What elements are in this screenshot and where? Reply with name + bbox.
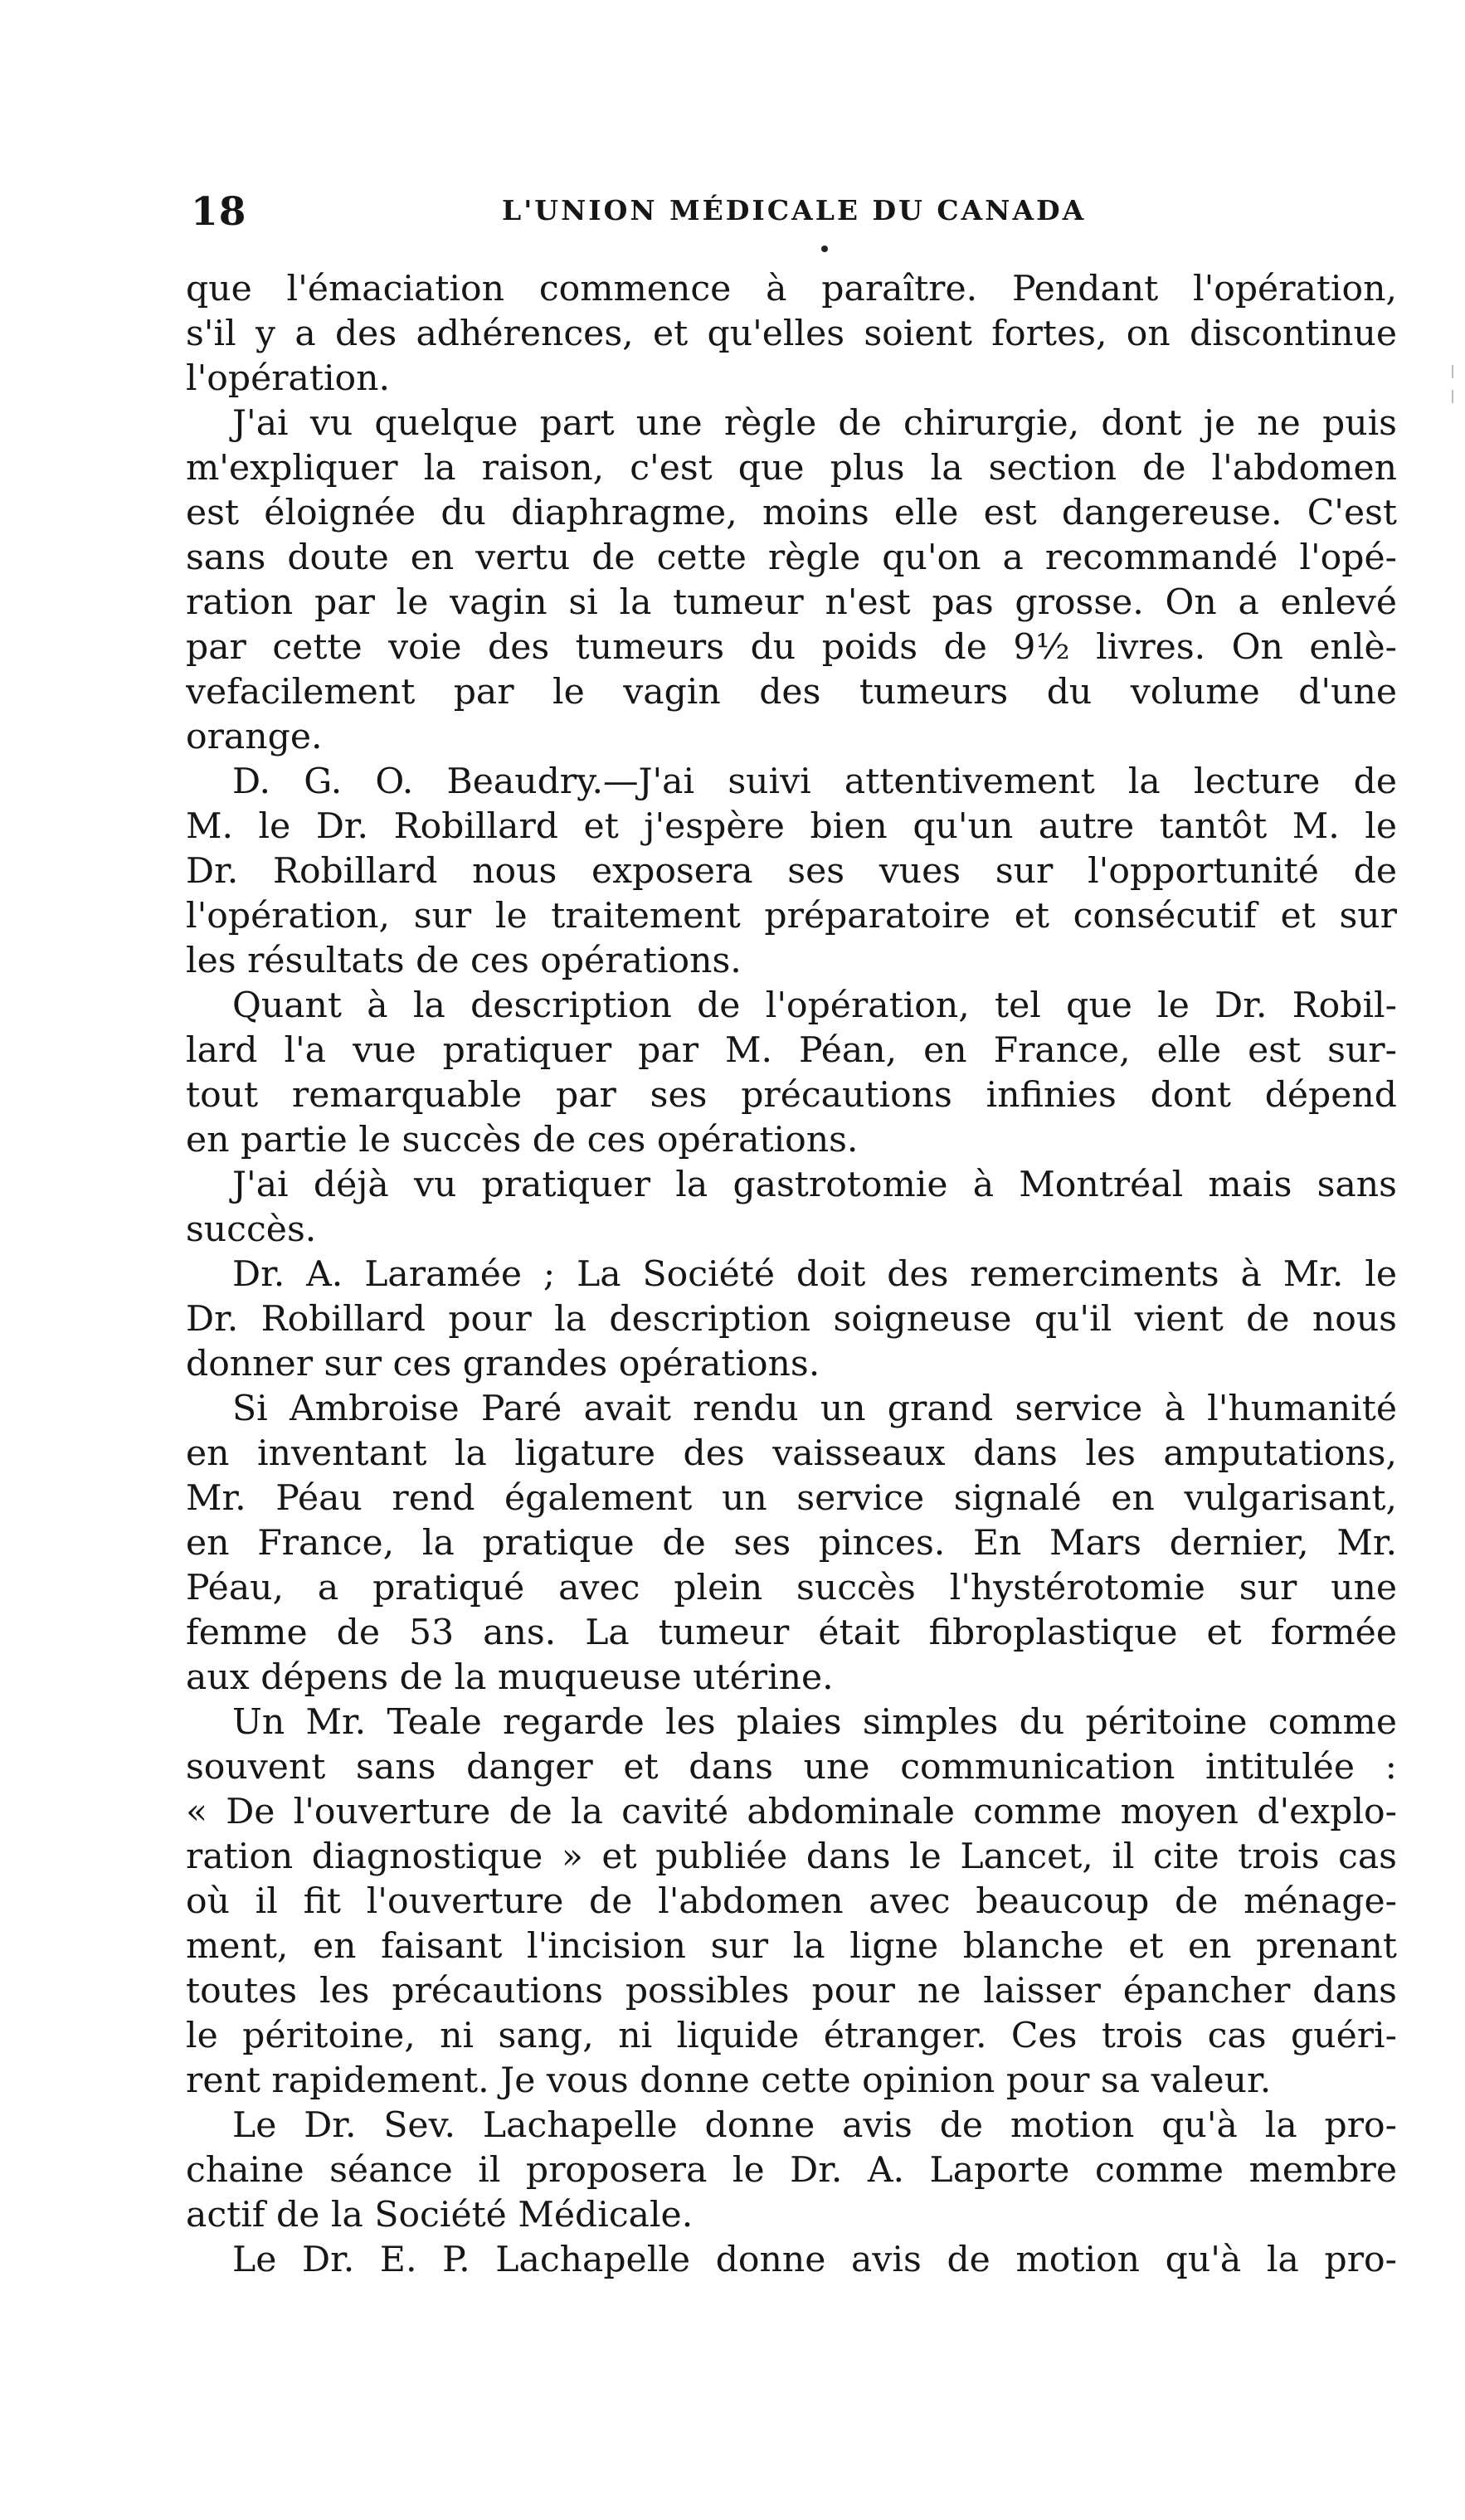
text-line: que l'émaciation commence à paraître. Pendant l'opération, (186, 269, 1397, 309)
text-line: Le Dr. Sev. Lachapelle donne avis de motion qu'à la pro- (232, 2105, 1397, 2146)
text-line: Quant à la description de l'opération, tel que le Dr. Robil- (232, 985, 1397, 1026)
scan-margin-mark (1452, 390, 1453, 403)
text-line: M. le Dr. Robillard et j'espère bien qu'un autre tantôt M. le (186, 806, 1397, 847)
text-line: s'il y a des adhérences, et qu'elles soient fortes, on discontinue (186, 314, 1397, 354)
text-line: tout remarquable par ses précautions infinies dont dépend (186, 1075, 1397, 1116)
text-line: lard l'a vue pratiquer par M. Péan, en France, elle est sur- (186, 1030, 1397, 1071)
text-line: ment, en faisant l'incision sur la ligne blanche et en prenant (186, 1926, 1397, 1967)
text-line: actif de la Société Médicale. (186, 2195, 694, 2235)
text-line: J'ai vu quelque part une règle de chirurgie, dont je ne puis (232, 403, 1397, 444)
text-line: où il fit l'ouverture de l'abdomen avec beaucoup de ménage- (186, 1881, 1397, 1922)
scan-margin-mark (1452, 365, 1453, 378)
text-line: aux dépens de la muqueuse utérine. (186, 1657, 834, 1698)
print-speck (821, 246, 828, 252)
text-line: chaine séance il proposera le Dr. A. Laporte comme membre (186, 2150, 1397, 2191)
body-text (186, 267, 1397, 2283)
text-line: souvent sans danger et dans une communication intitulée : (186, 1747, 1397, 1788)
text-line: est éloignée du diaphragme, moins elle est dangereuse. C'est (186, 493, 1397, 533)
text-line: Dr. Robillard pour la description soigneuse qu'il vient de nous (186, 1299, 1397, 1340)
text-line: ration diagnostique » et publiée dans le Lancet, il cite trois cas (186, 1836, 1397, 1877)
text-line: l'opération, sur le traitement préparatoire et consécutif et sur (186, 896, 1397, 936)
text-line: Mr. Péau rend également un service signalé en vulgarisant, (186, 1478, 1397, 1519)
text-line: sans doute en vertu de cette règle qu'on a recommandé l'opé- (186, 538, 1397, 578)
text-line: ration par le vagin si la tumeur n'est pas grosse. On a enlevé (186, 582, 1397, 623)
text-line: Péau, a pratiqué avec plein succès l'hystérotomie sur une (186, 1568, 1397, 1608)
text-line: Si Ambroise Paré avait rendu un grand service à l'humanité (232, 1389, 1397, 1429)
text-line: l'opération. (186, 358, 391, 399)
text-line: le péritoine, ni sang, ni liquide étranger. Ces trois cas guéri- (186, 2016, 1397, 2056)
text-line: Le Dr. E. P. Lachapelle donne avis de motion qu'à la pro- (232, 2240, 1397, 2280)
text-line: Dr. A. Laramée ; La Société doit des remerciments à Mr. le (232, 1254, 1397, 1295)
text-line: en partie le succès de ces opérations. (186, 1120, 859, 1160)
text-line: donner sur ces grandes opérations. (186, 1344, 820, 1384)
text-line: en France, la pratique de ses pinces. En Mars dernier, Mr. (186, 1523, 1397, 1564)
text-line: vefacilement par le vagin des tumeurs du volume d'une (186, 672, 1397, 713)
text-line: succès. (186, 1209, 317, 1250)
text-line: Dr. Robillard nous exposera ses vues sur l'opportunité de (186, 851, 1397, 892)
running-title: L'UNION MÉDICALE DU CANADA (502, 194, 1087, 226)
text-line: D. G. O. Beaudry.—J'ai suivi attentivement la lecture de (232, 761, 1397, 802)
page-number: 18 (191, 189, 247, 235)
text-line: m'expliquer la raison, c'est que plus la section de l'abdomen (186, 448, 1397, 489)
text-line: rent rapidement. Je vous donne cette opinion pour sa valeur. (186, 2060, 1272, 2101)
text-line: Un Mr. Teale regarde les plaies simples du péritoine comme (232, 1702, 1397, 1743)
text-line: les résultats de ces opérations. (186, 941, 742, 981)
text-line: femme de 53 ans. La tumeur était fibroplastique et formée (186, 1613, 1397, 1653)
text-line: toutes les précautions possibles pour ne laisser épancher dans (186, 1971, 1397, 2012)
text-line: en inventant la ligature des vaisseaux dans les amputations, (186, 1433, 1397, 1474)
text-line: par cette voie des tumeurs du poids de 9½ livres. On enlè- (186, 627, 1397, 668)
page-header (191, 189, 1407, 239)
text-line: orange. (186, 717, 323, 757)
text-line: J'ai déjà vu pratiquer la gastrotomie à Montréal mais sans (232, 1165, 1397, 1205)
text-line: « De l'ouverture de la cavité abdominale comme moyen d'explo- (186, 1792, 1397, 1832)
